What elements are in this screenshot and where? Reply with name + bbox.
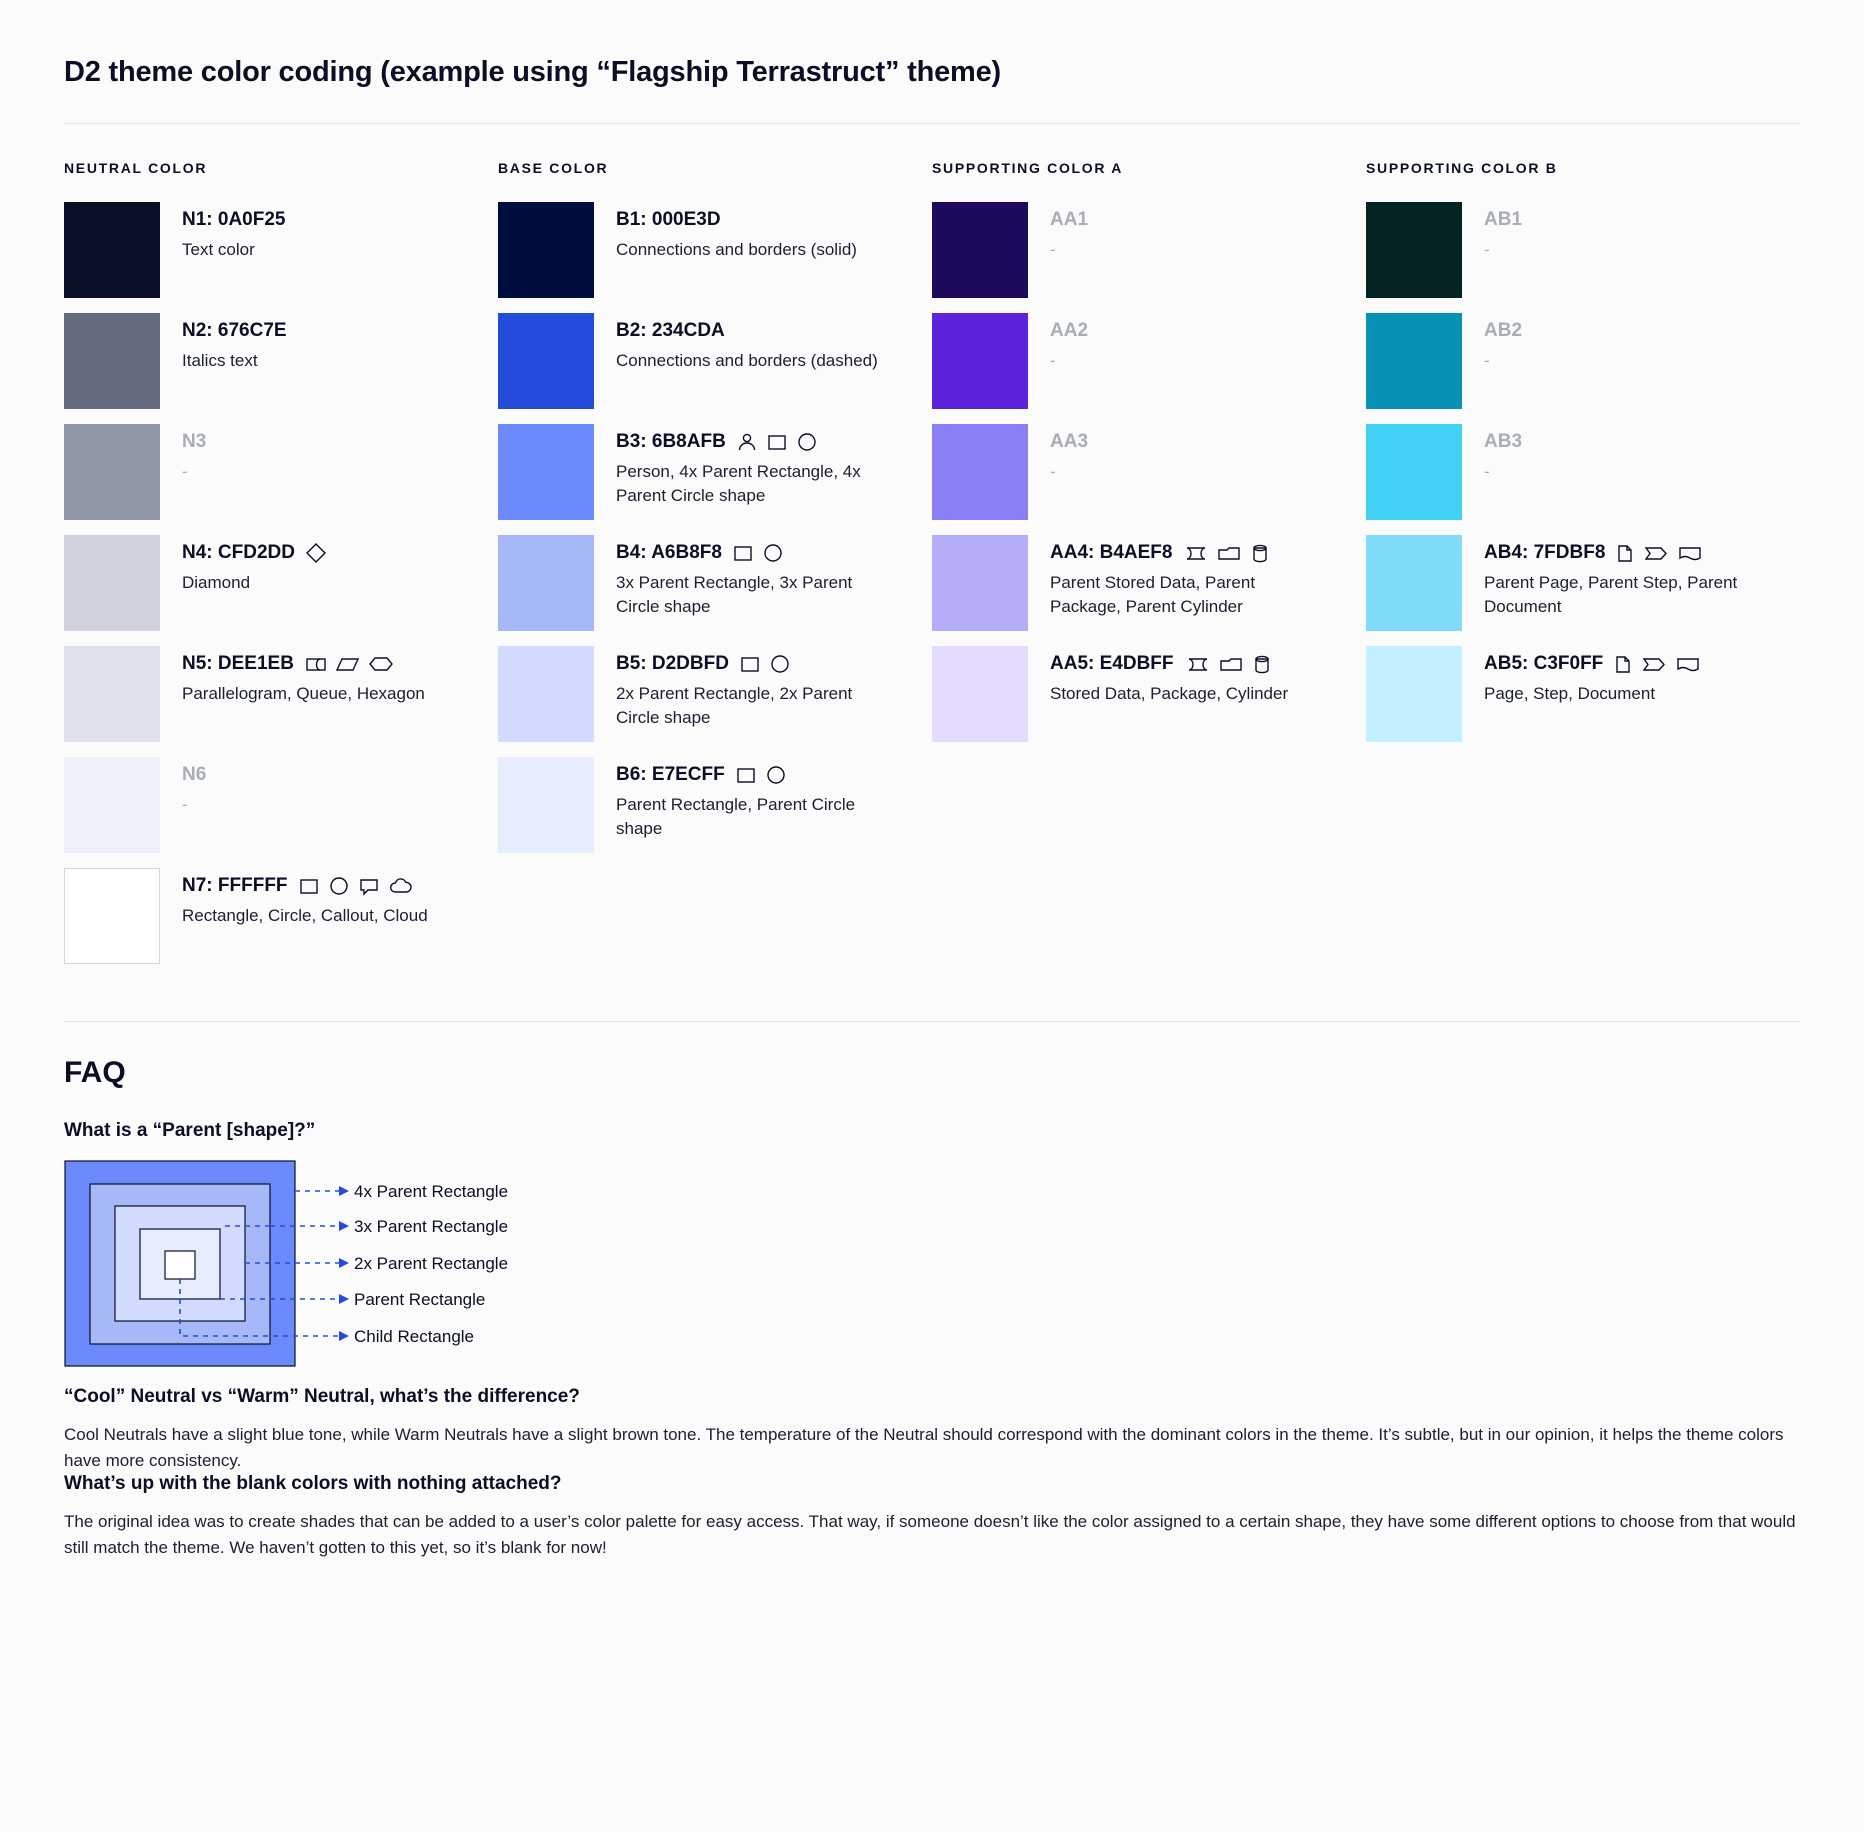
page-title: D2 theme color coding (example using “Flagship Terrastruct” theme) bbox=[64, 56, 1002, 88]
faq-question-3: What’s up with the blank colors with nothing attached? bbox=[64, 1473, 562, 1494]
color-swatch bbox=[932, 535, 1028, 631]
swatch-code: N6 bbox=[182, 764, 207, 785]
swatch-description: - bbox=[1484, 239, 1490, 259]
step-icon bbox=[1641, 653, 1667, 675]
swatch-label bbox=[1050, 208, 1088, 232]
swatch-code: AB1 bbox=[1484, 209, 1523, 230]
color-column bbox=[64, 160, 498, 979]
swatch-text bbox=[594, 313, 878, 373]
color-swatch bbox=[498, 757, 594, 853]
circle-icon bbox=[796, 431, 818, 453]
circle-icon bbox=[328, 875, 350, 897]
swatch-text bbox=[1462, 313, 1522, 373]
swatch-text bbox=[1028, 202, 1088, 262]
swatch-description: - bbox=[182, 461, 188, 481]
color-columns bbox=[64, 160, 1800, 979]
color-swatch bbox=[64, 868, 160, 964]
swatch-text bbox=[1028, 313, 1088, 373]
swatch-label bbox=[1484, 430, 1522, 454]
swatch-text bbox=[160, 646, 425, 706]
color-swatch-row bbox=[1366, 646, 1776, 742]
color-swatch-row bbox=[932, 424, 1342, 520]
cylinder-icon bbox=[1252, 653, 1272, 675]
color-swatch bbox=[1366, 535, 1462, 631]
rectangle-icon bbox=[766, 431, 788, 453]
swatch-description: Diamond bbox=[182, 572, 251, 592]
swatch-text bbox=[1462, 424, 1522, 484]
swatch-code: AA5: E4DBFF bbox=[1050, 653, 1174, 674]
color-swatch bbox=[1366, 646, 1462, 742]
rectangle-icon bbox=[739, 653, 761, 675]
rectangle-icon bbox=[298, 875, 320, 897]
diagram-label-0: 4x Parent Rectangle bbox=[354, 1182, 509, 1201]
swatch-text bbox=[160, 757, 206, 817]
swatch-label bbox=[1050, 430, 1088, 454]
color-swatch-row bbox=[1366, 202, 1776, 298]
swatch-text bbox=[1462, 535, 1754, 620]
queue-icon bbox=[304, 653, 328, 675]
diagram-label-4: Child Rectangle bbox=[354, 1327, 475, 1346]
color-column bbox=[498, 160, 932, 979]
swatch-code: N3 bbox=[182, 431, 207, 452]
swatch-label bbox=[182, 541, 327, 565]
swatch-description: - bbox=[1050, 461, 1056, 481]
swatch-description: - bbox=[182, 794, 188, 814]
swatch-label bbox=[616, 652, 886, 676]
swatch-description: - bbox=[1050, 239, 1056, 259]
swatch-label bbox=[1484, 208, 1522, 232]
shape-icon-group bbox=[739, 653, 791, 675]
shape-icon-group bbox=[732, 542, 784, 564]
color-swatch bbox=[1366, 313, 1462, 409]
swatch-label bbox=[1050, 319, 1088, 343]
swatch-code: N7: FFFFFF bbox=[182, 875, 288, 896]
color-swatch-row bbox=[498, 757, 908, 853]
column-header: BASE COLOR bbox=[498, 160, 609, 176]
swatch-label bbox=[616, 541, 886, 565]
column-header: SUPPORTING COLOR B bbox=[1366, 160, 1558, 176]
swatch-label bbox=[1484, 319, 1522, 343]
color-swatch-row bbox=[498, 535, 908, 631]
cylinder-icon bbox=[1250, 542, 1270, 564]
swatch-label bbox=[1050, 652, 1288, 676]
swatch-text bbox=[1028, 646, 1288, 706]
swatch-label bbox=[182, 208, 286, 232]
swatch-label bbox=[1484, 541, 1754, 565]
swatch-text bbox=[1462, 646, 1701, 706]
swatch-code: B2: 234CDA bbox=[616, 320, 725, 341]
swatch-label bbox=[1484, 652, 1701, 676]
swatch-description: 2x Parent Rectangle, 2x Parent Circle shape bbox=[616, 683, 853, 728]
swatch-label bbox=[616, 319, 878, 343]
swatch-code: AA3 bbox=[1050, 431, 1089, 452]
swatch-code: B1: 000E3D bbox=[616, 209, 721, 230]
color-swatch bbox=[64, 313, 160, 409]
swatch-code: AA1 bbox=[1050, 209, 1089, 230]
color-swatch-row bbox=[932, 313, 1342, 409]
callout-icon bbox=[358, 875, 380, 897]
swatch-description: Italics text bbox=[182, 350, 258, 370]
swatch-code: AB2 bbox=[1484, 320, 1523, 341]
color-swatch-row bbox=[64, 868, 474, 964]
swatch-description: Text color bbox=[182, 239, 255, 259]
swatch-text bbox=[594, 646, 886, 731]
color-swatch bbox=[932, 646, 1028, 742]
swatch-label bbox=[1050, 541, 1320, 565]
swatch-text bbox=[594, 202, 857, 262]
swatch-description: Parent Rectangle, Parent Circle shape bbox=[616, 794, 856, 839]
shape-icon-group bbox=[735, 764, 787, 786]
color-swatch-row bbox=[1366, 313, 1776, 409]
shape-icon-group bbox=[1615, 542, 1703, 564]
swatch-text bbox=[160, 868, 428, 928]
swatch-code: AA4: B4AEF8 bbox=[1050, 542, 1173, 563]
shape-icon-group bbox=[1184, 653, 1272, 675]
color-swatch-row bbox=[932, 646, 1342, 742]
color-swatch bbox=[1366, 424, 1462, 520]
person-icon bbox=[736, 431, 758, 453]
swatch-code: AA2 bbox=[1050, 320, 1089, 341]
color-swatch-row bbox=[498, 424, 908, 520]
parallelogram-icon bbox=[336, 653, 360, 675]
color-column bbox=[932, 160, 1366, 979]
swatch-code: B4: A6B8F8 bbox=[616, 542, 722, 563]
title-divider bbox=[64, 123, 1800, 124]
cloud-icon bbox=[388, 875, 414, 897]
color-swatch bbox=[932, 313, 1028, 409]
diagram-label-1: 3x Parent Rectangle bbox=[354, 1217, 509, 1236]
swatch-code: AB4: 7FDBF8 bbox=[1484, 542, 1606, 563]
color-swatch bbox=[932, 202, 1028, 298]
color-swatch-row bbox=[64, 535, 474, 631]
swatch-label bbox=[616, 430, 886, 454]
faq-divider bbox=[64, 1021, 1800, 1022]
shape-icon-group bbox=[1182, 542, 1270, 564]
swatch-description: Page, Step, Document bbox=[1484, 683, 1656, 703]
shape-icon-group bbox=[736, 431, 818, 453]
swatch-description: Connections and borders (dashed) bbox=[616, 350, 878, 370]
swatch-label bbox=[182, 874, 428, 898]
column-header: SUPPORTING COLOR A bbox=[932, 160, 1124, 176]
swatch-text bbox=[1028, 424, 1088, 484]
swatch-text bbox=[594, 535, 886, 620]
shape-icon-group bbox=[305, 542, 327, 564]
faq-answer-3: The original idea was to create shades that can be added to a user’s color palette for easy access. That way, if someone doesn’t like the color assigned to a certain shape, they have some different options to choose from that would still match the theme. We haven’t gotten to this yet, so it’s blank for now! bbox=[64, 1512, 1796, 1557]
color-swatch bbox=[498, 202, 594, 298]
color-swatch-row bbox=[498, 313, 908, 409]
document-icon bbox=[1677, 542, 1703, 564]
package-icon bbox=[1218, 653, 1244, 675]
faq-question-1: What is a “Parent [shape]?” bbox=[64, 1120, 316, 1141]
color-swatch-row bbox=[498, 646, 908, 742]
swatch-description: - bbox=[1484, 350, 1490, 370]
swatch-code: N4: CFD2DD bbox=[182, 542, 295, 563]
color-swatch bbox=[498, 313, 594, 409]
swatch-label bbox=[182, 652, 425, 676]
step-icon bbox=[1643, 542, 1669, 564]
color-swatch-row bbox=[1366, 424, 1776, 520]
color-swatch-row bbox=[1366, 535, 1776, 631]
color-swatch bbox=[498, 646, 594, 742]
circle-icon bbox=[765, 764, 787, 786]
page-icon bbox=[1613, 653, 1633, 675]
column-header: NEUTRAL COLOR bbox=[64, 160, 208, 176]
swatch-code: N1: 0A0F25 bbox=[182, 209, 286, 230]
circle-icon bbox=[762, 542, 784, 564]
diagram-label-3: Parent Rectangle bbox=[354, 1290, 486, 1309]
nested-rectangles-svg bbox=[64, 1156, 684, 1371]
swatch-label bbox=[182, 319, 287, 343]
swatch-code: N2: 676C7E bbox=[182, 320, 287, 341]
swatch-code: AB5: C3F0FF bbox=[1484, 653, 1604, 674]
swatch-code: B3: 6B8AFB bbox=[616, 431, 726, 452]
swatch-text bbox=[1028, 535, 1320, 620]
color-swatch bbox=[498, 535, 594, 631]
swatch-description: Parent Stored Data, Parent Package, Parent Cylinder bbox=[1050, 572, 1256, 617]
swatch-label bbox=[182, 430, 206, 454]
color-swatch-row bbox=[64, 202, 474, 298]
parent-shape-diagram bbox=[64, 1156, 1800, 1376]
rectangle-icon bbox=[732, 542, 754, 564]
swatch-text bbox=[160, 424, 206, 484]
faq-answer-2: Cool Neutrals have a slight blue tone, while Warm Neutrals have a slight brown tone. The temperature of the Neutral should correspond with the dominant colors in the theme. It’s subtle, but in our opinion, it helps the theme colors have more consistency. bbox=[64, 1425, 1784, 1470]
color-column bbox=[1366, 160, 1800, 979]
swatch-description: Stored Data, Package, Cylinder bbox=[1050, 683, 1289, 703]
swatch-label bbox=[182, 763, 206, 787]
color-swatch bbox=[64, 757, 160, 853]
faq-question-2: “Cool” Neutral vs “Warm” Neutral, what’s the difference? bbox=[64, 1386, 580, 1407]
swatch-label bbox=[616, 208, 857, 232]
color-swatch bbox=[498, 424, 594, 520]
shape-icon-group bbox=[1613, 653, 1701, 675]
color-swatch bbox=[64, 424, 160, 520]
swatch-code: N5: DEE1EB bbox=[182, 653, 294, 674]
color-swatch-row bbox=[64, 313, 474, 409]
swatch-description: Parallelogram, Queue, Hexagon bbox=[182, 683, 425, 703]
package-icon bbox=[1216, 542, 1242, 564]
color-swatch-row bbox=[64, 424, 474, 520]
color-swatch-row bbox=[932, 535, 1342, 631]
color-swatch-row bbox=[64, 757, 474, 853]
swatch-code: B5: D2DBFD bbox=[616, 653, 729, 674]
color-swatch bbox=[932, 424, 1028, 520]
swatch-label bbox=[616, 763, 886, 787]
swatch-text bbox=[594, 757, 886, 842]
swatch-code: AB3 bbox=[1484, 431, 1523, 452]
color-swatch bbox=[64, 646, 160, 742]
color-swatch bbox=[64, 202, 160, 298]
rectangle-icon bbox=[735, 764, 757, 786]
page-icon bbox=[1615, 542, 1635, 564]
faq-heading: FAQ bbox=[64, 1056, 126, 1089]
diamond-icon bbox=[305, 542, 327, 564]
shape-icon-group bbox=[298, 875, 414, 897]
swatch-description: - bbox=[1050, 350, 1056, 370]
diagram-label-2: 2x Parent Rectangle bbox=[354, 1254, 509, 1273]
swatch-description: 3x Parent Rectangle, 3x Parent Circle shape bbox=[616, 572, 853, 617]
color-swatch bbox=[1366, 202, 1462, 298]
storeddata-icon bbox=[1182, 542, 1208, 564]
swatch-text bbox=[160, 202, 286, 262]
swatch-text bbox=[160, 535, 327, 595]
storeddata-icon bbox=[1184, 653, 1210, 675]
circle-icon bbox=[769, 653, 791, 675]
swatch-description: Connections and borders (solid) bbox=[616, 239, 857, 259]
swatch-code: B6: E7ECFF bbox=[616, 764, 725, 785]
color-swatch-row bbox=[64, 646, 474, 742]
swatch-description: Parent Page, Parent Step, Parent Document bbox=[1484, 572, 1738, 617]
swatch-text bbox=[594, 424, 886, 509]
color-swatch bbox=[64, 535, 160, 631]
swatch-description: Rectangle, Circle, Callout, Cloud bbox=[182, 905, 428, 925]
document-icon bbox=[1675, 653, 1701, 675]
color-swatch-row bbox=[932, 202, 1342, 298]
swatch-text bbox=[1462, 202, 1522, 262]
swatch-description: - bbox=[1484, 461, 1490, 481]
swatch-description: Person, 4x Parent Rectangle, 4x Parent Circle shape bbox=[616, 461, 861, 506]
shape-icon-group bbox=[304, 653, 394, 675]
hexagon-icon bbox=[368, 653, 394, 675]
color-swatch-row bbox=[498, 202, 908, 298]
swatch-text bbox=[160, 313, 287, 373]
